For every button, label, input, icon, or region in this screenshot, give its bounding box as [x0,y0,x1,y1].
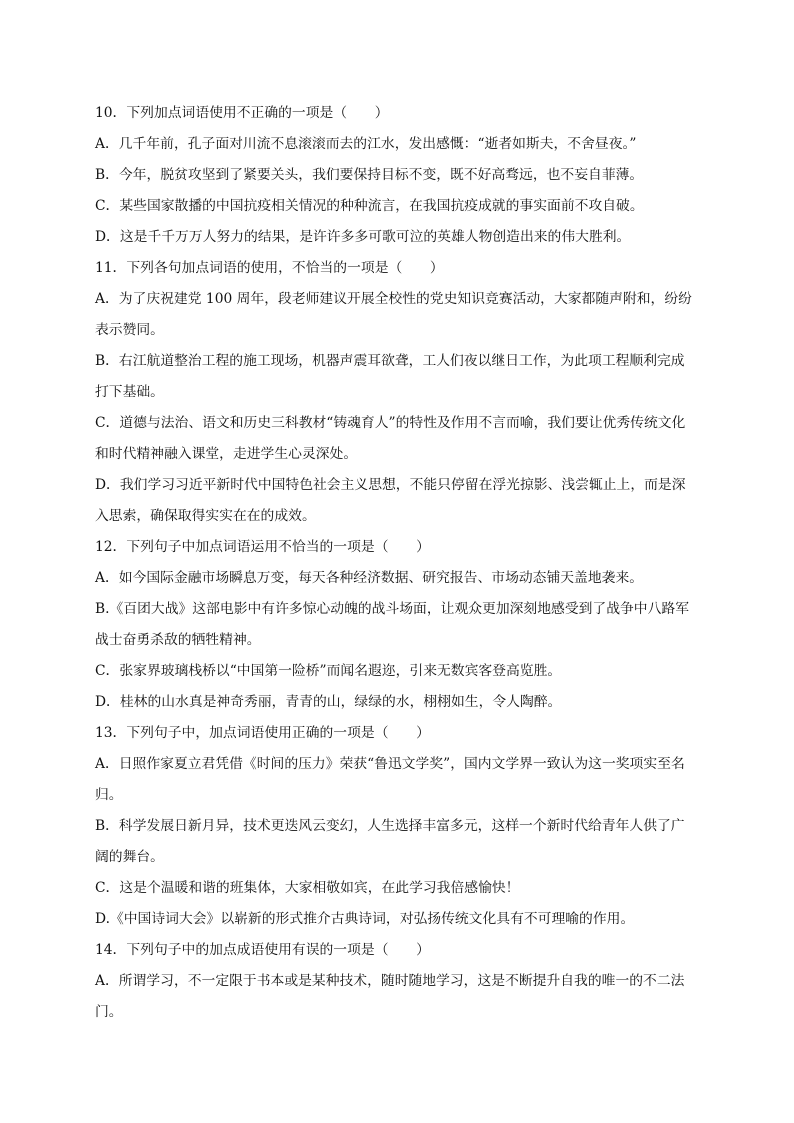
question-12-option-b-line-2: 战士奋勇杀敌的牺牲精神。 [95,632,261,648]
question-14-stem: 14．下列句子中的加点成语使用有误的一项是（ ） [95,942,430,958]
question-12-option-d: D．桂林的山水真是神奇秀丽，青青的山，绿绿的水，栩栩如生，令人陶醉。 [95,694,562,710]
question-13-stem: 13．下列句子中，加点词语使用正确的一项是（ ） [95,725,430,741]
question-13-option-b-line-2: 阔的舞台。 [95,849,164,865]
question-12-option-a: A．如今国际金融市场瞬息万变，每天各种经济数据、研究报告、市场动态铺天盖地袭来。 [95,570,644,586]
question-10-stem: 10．下列加点词语使用不正确的一项是（ ） [95,105,389,121]
question-11-option-a-line-1: A．为了庆祝建党 100 周年，段老师建议开展全校性的党史知识竞赛活动，大家都随声附和，纷纷 [95,291,692,307]
question-13-option-b-line-1: B．科学发展日新月异，技术更迭风云变幻，人生选择丰富多元，这样一个新时代给青年人供了广 [95,818,685,834]
question-14-option-a-line-2: 门。 [95,1004,123,1020]
question-11-option-d-line-2: 入思索，确保取得实实在在的成效。 [95,508,316,524]
question-11-option-c-line-2: 和时代精神融入课堂，走进学生心灵深处。 [95,446,358,462]
question-11-stem: 11．下列各句加点词语的使用，不恰当的一项是（ ） [95,260,444,276]
question-14-option-a-line-1: A．所谓学习，不一定限于书本或是某种技术，随时随地学习，这是不断提升自我的唯一的不二法 [95,973,685,989]
question-11-option-b-line-1: B．右江航道整治工程的施工现场，机器声震耳欲聋，工人们夜以继日工作，为此项工程顺利完成 [95,353,685,369]
question-11-option-b-line-2: 打下基础。 [95,384,164,400]
question-13-option-c: C．这是个温暖和谐的班集体，大家相敬如宾，在此学习我倍感愉快！ [95,880,520,896]
question-11-option-c-line-1: C．道德与法治、语文和历史三科教材“铸魂育人”的特性及作用不言而喻，我们要让优秀传统文化 [95,415,686,431]
question-11-option-a-line-2: 表示赞同。 [95,322,164,338]
question-10-option-d: D．这是千千万万人努力的结果，是许许多多可歌可泣的英雄人物创造出来的伟大胜利。 [95,229,631,245]
question-13-option-a-line-2: 归。 [95,787,123,803]
question-12-option-c: C．张家界玻璃栈桥以“中国第一险桥”而闻名遐迩，引来无数宾客登高览胜。 [95,663,562,679]
question-11-option-d-line-1: D．我们学习习近平新时代中国特色社会主义思想，不能只停留在浮光掠影、浅尝辄止上，而是深 [95,477,686,493]
question-text-block [95,98,701,1028]
question-10-option-a: A．几千年前，孔子面对川流不息滚滚而去的江水，发出感慨：“逝者如斯夫，不舍昼夜。” [95,136,637,152]
question-12-option-b-line-1: B.《百团大战》这部电影中有许多惊心动魄的战斗场面，让观众更加深刻地感受到了战争中八路军 [95,601,689,617]
question-12-stem: 12．下列句子中加点词语运用不恰当的一项是（ ） [95,539,430,555]
question-13-option-a-line-1: A．日照作家夏立君凭借《时间的压力》荣获“鲁迅文学奖”，国内文学界一致认为这一奖项实至名 [95,756,685,772]
question-13-option-d: D.《中国诗词大会》以崭新的形式推介古典诗词，对弘扬传统文化具有不可理喻的作用。 [95,911,635,927]
question-10-option-c: C．某些国家散播的中国抗疫相关情况的种种流言，在我国抗疫成就的事实面前不攻自破。 [95,198,644,214]
question-10-option-b: B．今年，脱贫攻坚到了紧要关头，我们要保持目标不变，既不好高骛远，也不妄自菲薄。 [95,167,644,183]
